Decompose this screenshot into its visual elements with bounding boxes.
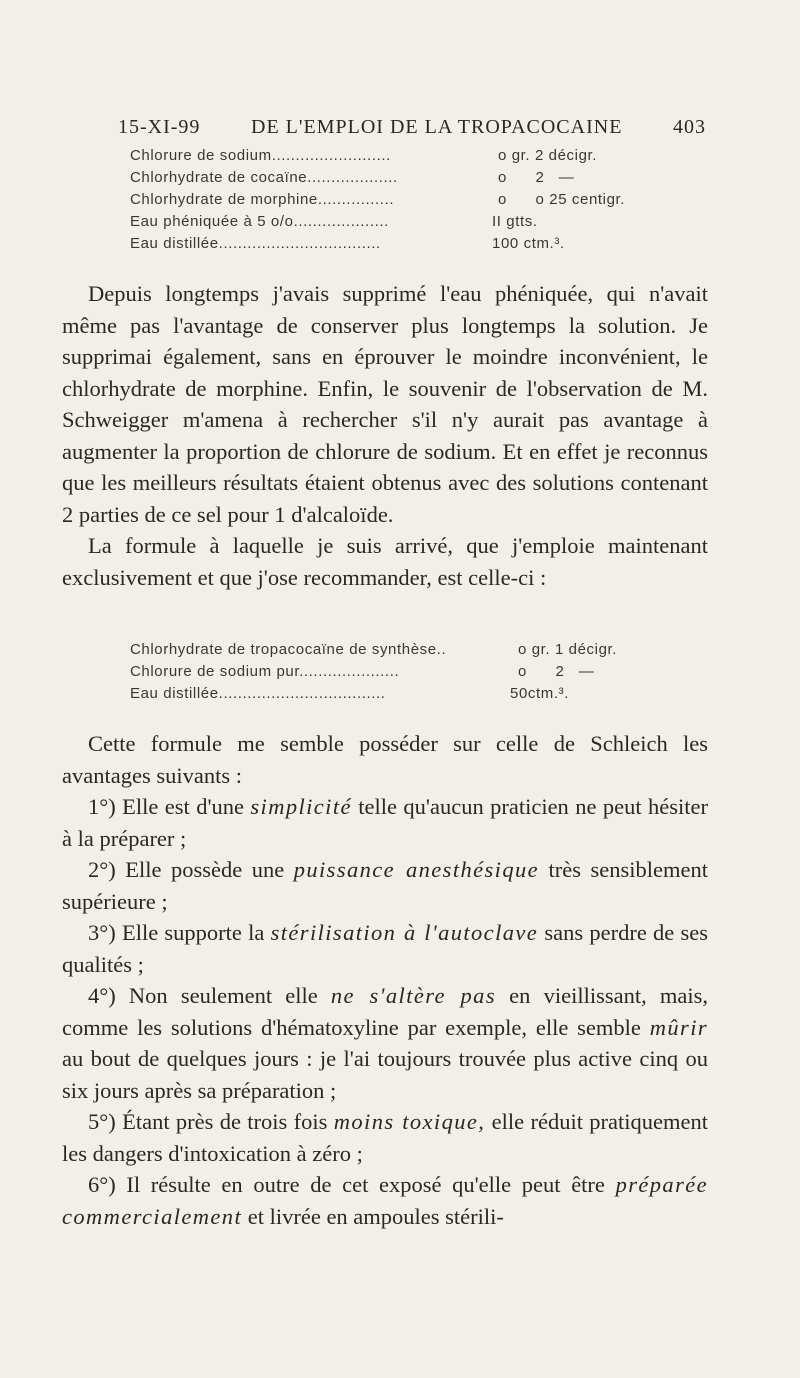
formula-ingredient: Chlorure de sodium pur.....................: [130, 663, 400, 680]
item-text: telle qu'aucun praticien ne peut hésiter à la préparer ;: [62, 794, 708, 851]
item-text: 6°) Il résulte en outre de cet exposé qu'elle peut être: [88, 1172, 616, 1197]
formula-ingredient: Eau phéniquée à 5 o/o....................: [130, 213, 389, 230]
formula-row: [130, 235, 710, 257]
formula-row: [130, 663, 710, 685]
item-emphasis: simplicité: [250, 794, 352, 819]
item-text: très sensiblement supérieure ;: [62, 857, 708, 914]
paragraph: Depuis longtemps j'avais supprimé l'eau phéniquée, qui n'avait même pas l'avantage de conserver plus longtemps la solution. Je supprimai également, sans en éprouver le moindre inconvénient, le chlorhydrate de morphine. Enfin, le souvenir de l'observation de M. Schweigger m'amena à rechercher s'il n'y aurait pas avantage à augmenter la proportion de chlorure de sodium. Et en effet je reconnus que les meilleurs résultats étaient obtenus avec des solutions contenant 2 parties de ce sel pour 1 d'alcaloïde.: [62, 281, 708, 527]
list-item: [62, 1106, 708, 1169]
formula-quantity: o o 25 centigr.: [498, 191, 626, 208]
body-text-1: [62, 278, 708, 593]
paragraph: Cette formule me semble posséder sur celle de Schleich les avantages suivants :: [62, 731, 708, 788]
item-emphasis: préparée commercialement: [62, 1172, 708, 1229]
formula-table-1: [130, 147, 710, 257]
list-item: [62, 854, 708, 917]
page-number: 403: [673, 116, 706, 138]
formula-table-2: [130, 641, 710, 707]
formula-quantity: 100 ctm.³.: [492, 235, 565, 252]
formula-row: [130, 213, 710, 235]
header-title: DE L'EMPLOI DE LA TROPACOCAINE: [251, 116, 623, 138]
item-text: 1°) Elle est d'une: [88, 794, 251, 819]
item-emphasis: moins toxique,: [333, 1109, 486, 1134]
formula-ingredient: Eau distillée...................................: [130, 685, 386, 702]
item-emphasis: mûrir: [649, 1014, 708, 1040]
item-text: en vieillissant, mais, comme les solutions d'hématoxyline par exemple, elle semble: [62, 983, 708, 1040]
item-emphasis: puissance anesthésique: [293, 857, 540, 882]
header-date: 15-XI-99: [118, 116, 201, 138]
formula-ingredient: Chlorhydrate de cocaïne...................: [130, 169, 398, 186]
item-text: 2°) Elle possède une: [88, 857, 294, 882]
formula-ingredient: Chlorure de sodium.........................: [130, 147, 391, 164]
item-text: 3°) Elle supporte la: [88, 920, 271, 945]
list-item: [62, 980, 708, 1106]
formula-row: [130, 685, 710, 707]
formula-row: [130, 641, 710, 663]
formula-quantity: 50ctm.³.: [510, 685, 569, 702]
item-text: et livrée en ampoules stérili-: [242, 1203, 504, 1229]
formula-ingredient: Chlorhydrate de morphine................: [130, 191, 395, 208]
formula-ingredient: Chlorhydrate de tropacocaïne de synthèse..: [130, 641, 447, 658]
running-header: [118, 116, 706, 139]
formula-quantity: o gr. 1 décigr.: [518, 641, 618, 658]
item-emphasis: stérilisation à l'autoclave: [270, 920, 539, 945]
formula-row: [130, 169, 710, 191]
body-text-2: [62, 728, 708, 1232]
item-emphasis: ne s'altère pas: [330, 983, 496, 1008]
formula-quantity: o gr. 2 décigr.: [498, 147, 598, 164]
item-text: sans perdre de ses qualités ;: [62, 920, 708, 977]
item-text: au bout de quelques jours : je l'ai toujours trouvée plus active cinq ou six jours après sa préparation ;: [62, 1046, 708, 1103]
formula-row: [130, 191, 710, 213]
formula-quantity: o 2 —: [498, 169, 575, 186]
formula-quantity: o 2 —: [518, 663, 595, 680]
item-text: 4°) Non seulement elle: [88, 983, 331, 1008]
formula-row: [130, 147, 710, 169]
item-text: 5°) Étant près de trois fois: [88, 1109, 334, 1134]
list-item: [62, 917, 708, 980]
formula-ingredient: Eau distillée..................................: [130, 235, 381, 252]
paragraph: La formule à laquelle je suis arrivé, que j'emploie maintenant exclusivement et que j'ose recommander, est celle-ci :: [62, 533, 708, 590]
formula-quantity: II gtts.: [492, 213, 538, 230]
list-item: [62, 1169, 708, 1232]
list-item: [62, 791, 708, 854]
item-text: elle réduit pratiquement les dangers d'intoxication à zéro ;: [62, 1109, 708, 1166]
